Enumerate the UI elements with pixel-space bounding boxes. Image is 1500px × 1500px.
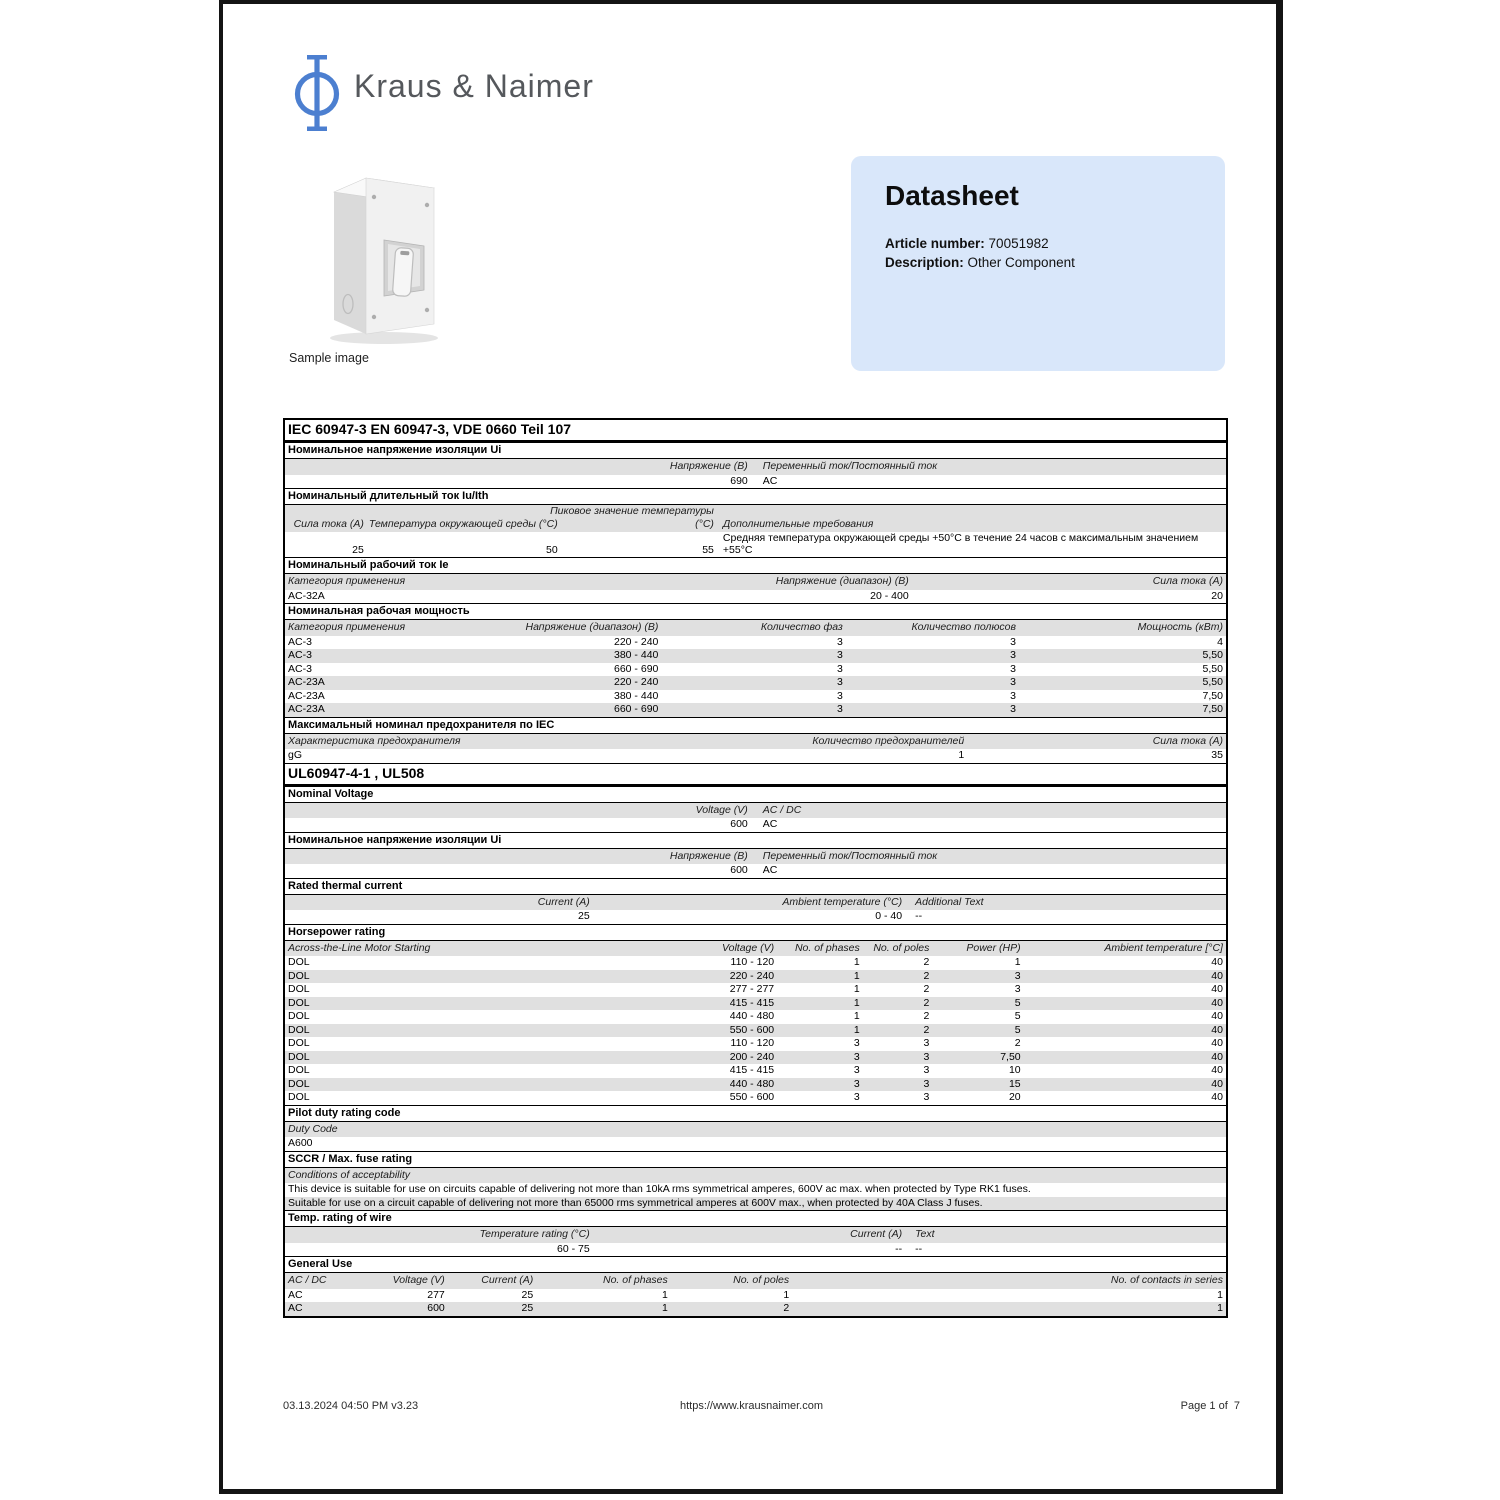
table-row [285,910,1226,924]
section-heading: Horsepower rating [285,924,1226,941]
table-cell: 3 [836,703,843,715]
table-row [285,1243,1226,1257]
header-cell: Ambient temperature (°C) [782,895,903,908]
table-cell: A600 [288,1137,313,1149]
section-rows [285,749,1226,763]
phi-logo-icon [292,54,342,132]
table-cell: 440 - 480 [729,1077,775,1090]
table-cell: 2 [923,983,930,995]
table-cell: Suitable for use on a circuit capable of delivering not more than 65000 rms symmetrical amperes at 600V max., when protected by 40A Class J fuses. [288,1196,983,1209]
section-heading: Номинальная рабочая мощность [285,603,1226,620]
table-cell: 35 [1211,749,1223,761]
table-cell: 25 [578,910,590,922]
column-header-row [285,1273,1226,1289]
table-cell: 1 [853,1010,860,1022]
header-cell: Text [915,1228,935,1240]
section-rows [285,475,1226,489]
table-cell: 40 [1211,1064,1223,1076]
header-cell: No. of phases [602,1274,668,1286]
table-cell: DOL [288,1091,310,1103]
table-cell: AC-23A [288,676,325,688]
header-cell: Напряжение (диапазон) (В) [775,575,909,587]
table-cell: 3 [1010,689,1016,702]
table-cell: 5,50 [1202,649,1223,661]
column-header-row [285,459,1226,475]
table-cell: AC-3 [288,635,312,648]
column-header-cells [285,1274,1226,1288]
header-cell: Количество фаз [760,621,843,633]
column-header-row [285,734,1226,750]
header-cell: Напряжение (диапазон) (В) [525,621,659,633]
section-heading: Temp. rating of wire [285,1210,1226,1227]
section-rows [285,636,1226,717]
table-cell: 220 - 240 [729,969,775,982]
table-cell: Средняя температура окружающей среды +50°C в течение 24 часов с максимальным значением +55°C [722,532,1199,556]
table-cell: 40 [1211,1077,1223,1090]
table-cell: 7,50 [1202,689,1223,702]
table-row [285,703,1226,717]
sample-image-caption: Sample image [289,351,369,365]
table-cell: AC-3 [288,649,312,661]
section-title: UL60947-4-1 , UL508 [285,763,1226,786]
table-cell: 55 [702,543,714,556]
header-cell: No. of contacts in series [1110,1274,1223,1286]
table-cell: 3 [1010,649,1016,661]
table-row [285,1051,1226,1065]
table-cell: 2 [783,1302,790,1314]
description-label: Description: [885,255,964,270]
table-cell: 7,50 [1000,1050,1021,1063]
table-cell: 600 [427,1302,445,1314]
table-cell: 3 [923,1037,930,1049]
section-rows [285,1243,1226,1257]
table-cell: DOL [288,1064,310,1076]
section-rows [285,864,1226,878]
table-row [285,636,1226,650]
table-cell: 3 [836,635,843,648]
table-cell: 20 [1008,1091,1021,1103]
footer-page-number: Page 1 of 7 [1180,1400,1240,1412]
table-cell: 3 [1010,703,1016,715]
column-header-cells [285,460,1226,474]
header-cell: (°C) [695,517,714,530]
table-cell: -- [895,1242,903,1255]
header-cell: AC / DC [288,1274,327,1286]
section-rows [285,956,1226,1105]
table-cell: 1 [958,749,965,761]
table-cell: 1 [1217,1288,1223,1301]
header-cell: Voltage (V) [695,803,748,816]
table-cell: DOL [288,956,310,968]
column-header-row [285,895,1226,911]
table-row [285,690,1226,704]
table-row [285,1064,1226,1078]
table-cell: 1 [853,969,860,982]
table-cell: 60 - 75 [557,1242,590,1255]
header-cell: Дополнительные требования [722,517,874,530]
header-cell: Напряжение (В) [669,849,748,862]
table-row [285,818,1226,832]
table-cell: 110 - 120 [730,956,775,968]
section-rows [285,1183,1226,1210]
table-row [285,1010,1226,1024]
header-cell: No. of poles [873,941,930,954]
table-cell: DOL [288,969,310,982]
table-cell: AC [288,1302,303,1314]
header-cell: Мощность (кВт) [1137,621,1223,633]
header-cell: Current (A) [537,895,590,908]
header-cell: Переменный ток/Постоянный ток [762,460,938,472]
header-cell: Conditions of acceptability [288,1168,410,1181]
section-rows [285,818,1226,832]
table-row [285,1289,1226,1303]
table-row [285,590,1226,604]
column-header-cells [285,518,1226,532]
table-cell: 4 [1217,635,1223,648]
column-header-row [285,574,1226,590]
table-cell: 15 [1008,1077,1021,1090]
column-header-cells [285,804,1226,818]
table-row [285,649,1226,663]
table-cell: 2 [923,996,930,1009]
table-cell: AC-3 [288,662,312,675]
table-cell: 277 - 277 [729,983,775,995]
column-header-cells [285,942,1226,956]
table-cell: AC-23A [288,689,325,702]
table-cell: 40 [1211,1023,1223,1036]
table-cell: DOL [288,1010,310,1022]
table-cell: 220 - 240 [614,635,659,648]
kraus-naimer-logo [292,54,594,132]
section-rows [285,532,1226,557]
table-cell: 2 [1014,1037,1021,1049]
table-row [285,983,1226,997]
table-cell: 3 [836,676,843,688]
header-cell: Сила тока (А) [293,517,364,530]
table-cell: 600 [730,864,748,876]
header-cell: Переменный ток/Постоянный ток [762,849,938,862]
table-cell: 3 [853,1077,860,1090]
table-cell: 3 [853,1064,860,1076]
header-cell: Duty Code [288,1122,338,1135]
table-cell: 3 [836,649,843,661]
table-cell: 1 [661,1302,668,1314]
table-row [285,475,1226,489]
table-cell: 1 [853,956,860,968]
column-header-row [285,1168,1226,1184]
table-cell: 550 - 600 [729,1023,775,1036]
column-header-cells [285,850,1226,864]
table-cell: 50 [546,543,558,556]
header-cell: Across-the-Line Motor Starting [288,941,431,954]
section-title: IEC 60947-3 EN 60947-3, VDE 0660 Teil 107 [285,420,1226,442]
table-cell: AC [762,864,778,876]
table-cell: 40 [1211,969,1223,982]
column-header-row [285,849,1226,865]
table-cell: 10 [1008,1064,1021,1076]
table-cell: 690 [730,474,748,487]
header-cell: Сила тока (А) [1152,734,1223,747]
spec-table [283,418,1228,1318]
table-cell: 110 - 120 [730,1037,775,1049]
footer-date: 03.13.2024 04:50 PM v3.23 [283,1400,419,1412]
column-header-cells [285,575,1226,589]
header-cell: Voltage (V) [721,941,775,954]
table-row [285,1078,1226,1092]
column-header-cells [285,1228,1226,1242]
table-cell: 660 - 690 [614,703,659,715]
section-heading: Pilot duty rating code [285,1105,1226,1122]
table-cell: 600 [730,818,748,830]
header-cell: Температура окружающей среды (°C) [368,517,558,530]
table-cell: 40 [1211,1091,1223,1103]
header-cell: No. of phases [794,941,860,954]
table-cell: 3 [923,1064,930,1076]
header-cell: Ambient temperature [°C] [1104,941,1223,954]
header-cell: Количество полюсов [911,621,1016,633]
table-cell: 3 [1010,676,1016,688]
table-cell: 1 [1217,1302,1223,1314]
header-cell: Сила тока (А) [1152,575,1223,587]
table-cell: 7,50 [1202,703,1223,715]
table-cell: -- [915,1242,923,1255]
description-line [885,253,1195,272]
article-number-label: Article number: [885,236,985,251]
table-cell: -- [915,910,923,922]
table-cell: DOL [288,1023,310,1036]
table-cell: 415 - 415 [729,996,775,1009]
table-cell: 440 - 480 [729,1010,775,1022]
section-rows [285,1289,1226,1316]
table-cell: 40 [1211,1037,1223,1049]
section-heading: Nominal Voltage [285,786,1226,803]
table-cell: AC-32A [288,589,325,602]
datasheet-panel [851,156,1225,371]
table-cell: 220 - 240 [614,676,659,688]
section-heading: Rated thermal current [285,878,1226,895]
column-header-cells [285,1123,1226,1137]
table-cell: 5,50 [1202,676,1223,688]
table-cell: 1 [853,983,860,995]
table-cell: AC [762,818,778,830]
table-cell: DOL [288,983,310,995]
table-cell: DOL [288,1077,310,1090]
logo-wordmark: Kraus & Naimer [354,68,594,104]
column-header-row [285,803,1226,819]
header-cell: AC / DC [762,803,802,816]
header-cell: Категория применения [288,575,406,587]
table-cell: 2 [923,969,930,982]
table-cell: This device is suitable for use on circuits capable of delivering not more than 10kA rms symmetrical amperes, 600V ac max. when protected by Type RK1 fuses. [288,1183,1031,1195]
section-rows [285,590,1226,604]
table-cell: 40 [1211,1010,1223,1022]
table-row [285,1302,1226,1316]
column-header-row [285,1227,1226,1243]
table-cell: AC [288,1288,303,1301]
header-cell: Напряжение (В) [669,460,748,472]
section-heading: Номинальный рабочий ток Ie [285,557,1226,574]
header-cell: Temperature rating (°C) [479,1228,590,1240]
table-cell: 3 [1010,662,1016,675]
datasheet-title: Datasheet [885,180,1019,211]
table-cell: 3 [853,1050,860,1063]
table-cell: 380 - 440 [614,689,659,702]
table-cell: 3 [853,1037,860,1049]
article-number-line [885,234,1195,253]
table-cell: DOL [288,1037,310,1049]
table-cell: 1 [1014,956,1021,968]
table-row [285,663,1226,677]
header-cell: Current (A) [481,1274,534,1286]
header-cell: Current (A) [850,1228,903,1240]
section-heading: Максимальный номинал предохранителя по IEC [285,717,1226,734]
table-cell: 3 [1014,969,1021,982]
table-cell: 25 [521,1302,534,1314]
table-cell: 550 - 600 [729,1091,775,1103]
table-row [285,956,1226,970]
table-cell: gG [288,749,303,761]
table-row [285,1024,1226,1038]
table-row [285,997,1226,1011]
section-heading: SCCR / Max. fuse rating [285,1151,1226,1168]
table-cell: 3 [1014,983,1021,995]
table-cell: 2 [923,1010,930,1022]
footer-url-link[interactable]: https://www.krausnaimer.com [679,1400,824,1412]
column-header-row [285,941,1226,957]
table-cell: 40 [1211,1050,1223,1063]
table-row [285,970,1226,984]
section-heading: Номинальный длительный ток Iu/Ith [285,488,1226,505]
table-cell: 1 [783,1288,790,1301]
table-cell: 415 - 415 [729,1064,775,1076]
table-cell: 1 [853,996,860,1009]
column-header-cells [285,735,1226,749]
table-cell: DOL [288,996,310,1009]
table-cell: 2 [923,1023,930,1036]
table-cell: 5 [1014,1023,1021,1036]
table-cell: 380 - 440 [614,649,659,661]
header-cell: Power (HP) [966,941,1021,954]
table-cell: 40 [1211,996,1223,1009]
table-row [285,1137,1226,1151]
table-cell: 200 - 240 [729,1050,775,1063]
table-row [285,864,1226,878]
column-header-cells [285,1169,1226,1183]
table-cell: 40 [1211,956,1223,968]
column-header-top: Пиковое значение температуры [550,505,714,517]
column-header-row [285,505,1226,532]
header-cell: Категория применения [288,621,406,633]
table-cell: 3 [923,1091,930,1103]
column-header-cells [285,621,1226,635]
table-row [285,1183,1226,1197]
section-heading: Номинальное напряжение изоляции Ui [285,442,1226,459]
table-cell: 1 [853,1023,860,1036]
table-cell: 5 [1014,996,1021,1009]
table-row [285,676,1226,690]
header-cell: Voltage (V) [392,1274,445,1286]
header-cell: Additional Text [915,895,984,908]
table-cell: AC [762,474,778,487]
header-cell: Количество предохранителей [812,734,965,747]
article-number-value: 70051982 [988,236,1049,251]
column-header-row [285,1122,1226,1138]
column-header-cells [285,896,1226,910]
table-row [285,532,1226,557]
table-cell: 2 [923,956,930,968]
table-cell: 1 [661,1288,668,1301]
section-heading: General Use [285,1256,1226,1273]
table-cell: DOL [288,1050,310,1063]
table-row [285,1037,1226,1051]
header-cell: Характеристика предохранителя [288,734,461,747]
table-row [285,749,1226,763]
table-cell: 3 [836,662,843,675]
section-rows [285,1137,1226,1151]
table-cell: 660 - 690 [614,662,659,675]
table-cell: 20 - 400 [870,589,909,602]
table-cell: 277 [427,1288,445,1301]
table-cell: 0 - 40 [875,910,903,922]
table-cell: 5,50 [1202,662,1223,675]
table-cell: 3 [1010,635,1016,648]
column-header-row [285,620,1226,636]
table-cell: 20 [1211,589,1223,602]
table-cell: AC-23A [288,703,325,715]
table-cell: 5 [1014,1010,1021,1022]
table-cell: 40 [1211,983,1223,995]
table-cell: 3 [923,1077,930,1090]
description-value: Other Component [967,255,1075,270]
table-cell: 3 [853,1091,860,1103]
table-cell: 25 [521,1288,534,1301]
product-sample-image [322,164,442,348]
header-cell: No. of poles [733,1274,790,1286]
table-cell: 25 [352,543,364,556]
section-heading: Номинальное напряжение изоляции Ui [285,832,1226,849]
table-cell: 3 [923,1050,930,1063]
table-row [285,1091,1226,1105]
table-row [285,1197,1226,1211]
section-rows [285,910,1226,924]
table-cell: 3 [836,689,843,702]
